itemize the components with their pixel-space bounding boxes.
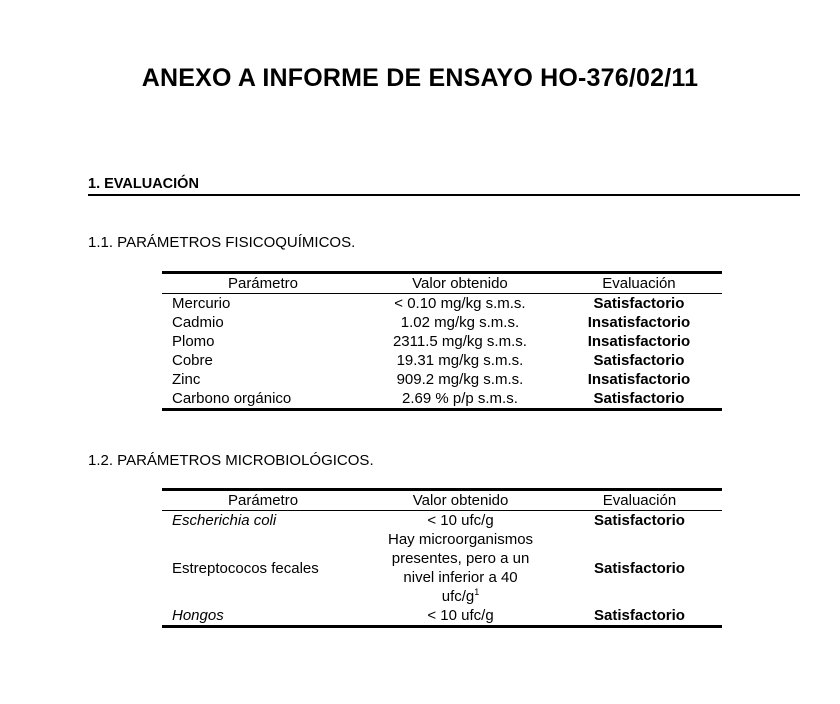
header-evaluacion: Evaluación (556, 273, 722, 294)
value-line (364, 587, 557, 606)
header-evaluacion: Evaluación (557, 490, 722, 511)
footnote-marker: 1 (474, 587, 480, 597)
subsection-heading-fisicoquimicos: 1.1. PARÁMETROS FISICOQUÍMICOS. (88, 234, 356, 251)
evaluation-cell: Insatisfactorio (587, 333, 691, 350)
evaluation-cell: Insatisfactorio (587, 314, 691, 331)
table-row (162, 606, 722, 627)
value-line: presentes, pero a un (391, 550, 530, 567)
subsection-heading-microbiologicos: 1.2. PARÁMETROS MICROBIOLÓGICOS. (88, 452, 374, 469)
param-cell: Carbono orgánico (162, 389, 364, 410)
value-cell: < 10 ufc/g (364, 606, 557, 627)
param-cell: Cadmio (172, 314, 224, 331)
fisicoquimicos-table (162, 271, 722, 411)
evaluation-cell: Satisfactorio (593, 352, 685, 369)
evaluation-cell: Satisfactorio (594, 512, 685, 529)
param-cell: Escherichia coli (172, 512, 277, 529)
evaluation-cell: Insatisfactorio (587, 371, 691, 388)
evaluation-cell: Satisfactorio (594, 559, 685, 577)
table-row (162, 370, 722, 389)
value-cell (364, 530, 557, 606)
table-row (162, 351, 722, 370)
table-row (162, 511, 722, 531)
header-parametro: Parámetro (162, 490, 364, 511)
param-cell: Estreptococos fecales (172, 559, 319, 577)
table-row (162, 389, 722, 410)
param-cell: Mercurio (172, 295, 231, 312)
table-row (162, 313, 722, 332)
value-line: Hay microorganismos (388, 531, 534, 548)
table-row (162, 294, 722, 314)
header-valor-obtenido: Valor obtenido (364, 490, 557, 511)
evaluation-cell: Satisfactorio (556, 389, 722, 410)
evaluation-cell: Satisfactorio (593, 295, 685, 312)
table-header-row (162, 273, 722, 294)
header-parametro: Parámetro (162, 273, 364, 294)
param-cell: Plomo (172, 333, 215, 350)
value-cell: 909.2 mg/kg s.m.s. (396, 371, 524, 388)
value-cell: < 10 ufc/g (427, 512, 494, 529)
microbiologicos-table (162, 488, 722, 628)
section-heading-evaluacion: 1. EVALUACIÓN (88, 176, 800, 196)
document-title: ANEXO A INFORME DE ENSAYO HO-376/02/11 (141, 64, 699, 92)
param-cell: Hongos (162, 606, 364, 627)
header-valor-obtenido: Valor obtenido (364, 273, 556, 294)
value-unit: ufc/g (441, 588, 475, 605)
value-cell: 2.69 % p/p s.m.s. (364, 389, 556, 410)
value-cell: 2311.5 mg/kg s.m.s. (392, 333, 527, 350)
table-header-row (162, 490, 722, 511)
value-cell: 19.31 mg/kg s.m.s. (396, 352, 524, 369)
value-cell: < 0.10 mg/kg s.m.s. (394, 295, 526, 312)
value-cell: 1.02 mg/kg s.m.s. (400, 314, 520, 331)
table-row (162, 530, 722, 606)
param-cell: Cobre (172, 352, 213, 369)
value-line: nivel inferior a 40 (403, 569, 518, 586)
param-cell: Zinc (172, 371, 201, 388)
table-row (162, 332, 722, 351)
evaluation-cell: Satisfactorio (557, 606, 722, 627)
